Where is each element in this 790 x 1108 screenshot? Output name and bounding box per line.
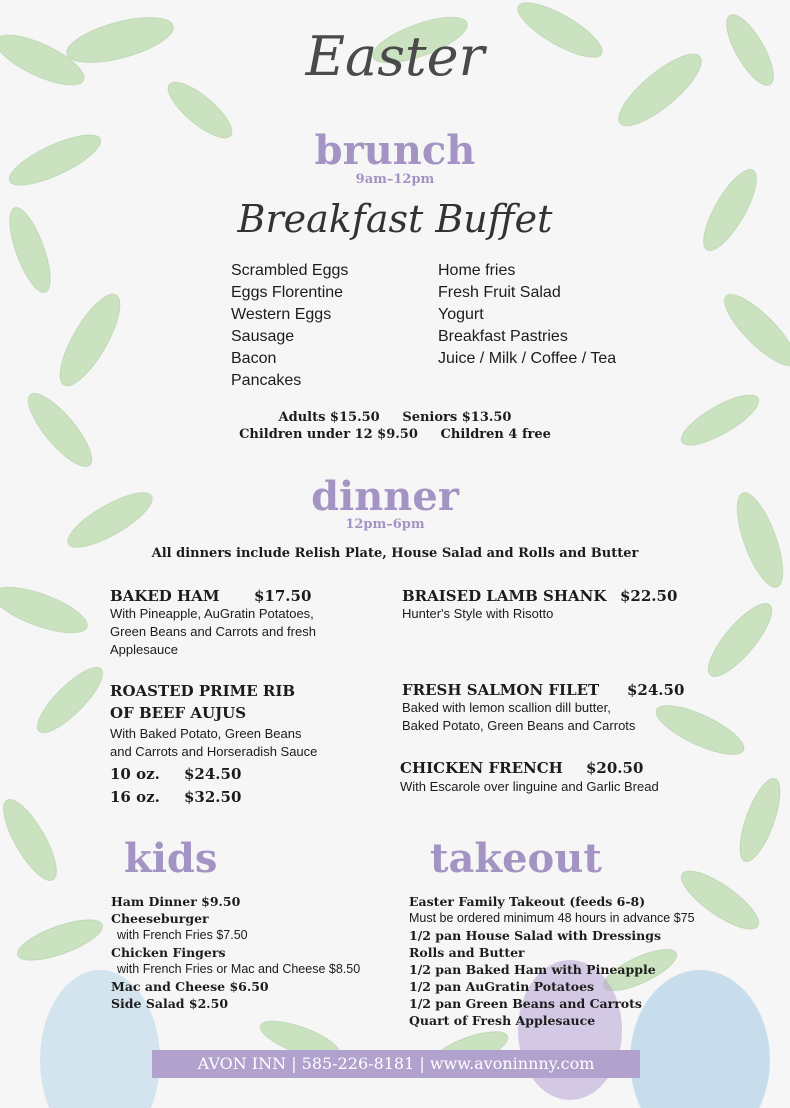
dinner-heading: dinner xyxy=(311,473,459,520)
list-item: 1/2 pan Baked Ham with Pineapple xyxy=(409,962,656,977)
dish-prime-rib-price-1: $24.50 xyxy=(184,765,242,783)
desc-line: Applesauce xyxy=(110,642,178,657)
list-item: Chicken Fingers xyxy=(111,945,226,960)
kids-heading: kids xyxy=(124,835,218,882)
list-item: Home fries xyxy=(438,262,516,279)
dinner-time: 12pm–6pm xyxy=(345,517,425,532)
list-item: Sausage xyxy=(231,328,295,345)
list-item: Ham Dinner $9.50 xyxy=(111,894,241,909)
buffet-right-list xyxy=(438,260,678,370)
dish-baked-ham-name: BAKED HAM xyxy=(110,587,220,605)
list-item: Breakfast Pastries xyxy=(438,328,568,345)
page-title: Easter xyxy=(305,25,485,88)
desc-line: Green Beans and Carrots and fresh xyxy=(110,624,316,639)
list-item: Side Salad $2.50 xyxy=(111,996,229,1011)
list-item: Western Eggs xyxy=(231,306,332,323)
dish-prime-rib-size-2: 16 oz. xyxy=(110,788,160,806)
desc-line: Baked with lemon scallion dill butter, xyxy=(402,700,611,715)
dish-lamb-desc: Hunter's Style with Risotto xyxy=(402,606,554,621)
footer-contact-bar: AVON INN | 585-226-8181 | www.avoninnny.com xyxy=(152,1050,640,1078)
desc-line: With Pineapple, AuGratin Potatoes, xyxy=(110,606,314,621)
brunch-prices-line1: Adults $15.50 Seniors $13.50 xyxy=(278,410,512,425)
desc-line: and Carrots and Horseradish Sauce xyxy=(110,744,318,759)
list-item: Eggs Florentine xyxy=(231,284,344,301)
list-item: 1/2 pan AuGratin Potatoes xyxy=(409,979,595,994)
list-item: with French Fries or Mac and Cheese $8.50 xyxy=(117,962,361,976)
list-item: Fresh Fruit Salad xyxy=(438,284,561,301)
dinner-note: All dinners include Relish Plate, House Salad and Rolls and Butter xyxy=(151,546,639,561)
dish-chicken-name: CHICKEN FRENCH xyxy=(400,759,563,777)
list-item: Quart of Fresh Applesauce xyxy=(409,1013,596,1028)
dish-chicken-price: $20.50 xyxy=(586,759,644,777)
dish-baked-ham-price: $17.50 xyxy=(254,587,312,605)
dish-prime-rib-name-2: OF BEEF AUJUS xyxy=(110,704,247,722)
dish-lamb-price: $22.50 xyxy=(620,587,678,605)
list-item: with French Fries $7.50 xyxy=(117,928,248,942)
dish-prime-rib-size-1: 10 oz. xyxy=(110,765,160,783)
desc-line: With Baked Potato, Green Beans xyxy=(110,726,302,741)
desc-line: Baked Potato, Green Beans and Carrots xyxy=(402,718,636,733)
buffet-left-list xyxy=(231,260,431,392)
buffet-title: Breakfast Buffet xyxy=(237,197,553,241)
dish-lamb-name: BRAISED LAMB SHANK xyxy=(402,587,607,605)
dish-prime-rib-price-2: $32.50 xyxy=(184,788,242,806)
list-item: 1/2 pan House Salad with Dressings xyxy=(409,928,662,943)
list-item: Rolls and Butter xyxy=(409,945,525,960)
list-item: Cheeseburger xyxy=(111,911,209,926)
dish-prime-rib-name-1: ROASTED PRIME RIB xyxy=(110,682,296,700)
dish-salmon-desc xyxy=(402,699,702,735)
brunch-heading: brunch xyxy=(314,127,476,174)
brunch-time: 9am–12pm xyxy=(355,172,435,187)
dish-salmon-price: $24.50 xyxy=(627,681,685,699)
list-item: Bacon xyxy=(231,350,277,367)
list-item: 1/2 pan Green Beans and Carrots xyxy=(409,996,642,1011)
list-item: Pancakes xyxy=(231,372,302,389)
list-item: Easter Family Takeout (feeds 6-8) xyxy=(409,894,646,909)
takeout-list xyxy=(409,893,719,1029)
dish-prime-rib-desc xyxy=(110,725,370,761)
list-item: Must be ordered minimum 48 hours in advance $75 xyxy=(409,911,695,925)
list-item: Juice / Milk / Coffee / Tea xyxy=(438,350,617,367)
list-item: Mac and Cheese $6.50 xyxy=(111,979,269,994)
list-item: Scrambled Eggs xyxy=(231,262,349,279)
takeout-heading: takeout xyxy=(430,835,602,882)
dish-chicken-desc: With Escarole over linguine and Garlic Bread xyxy=(400,779,659,794)
brunch-prices-line2: Children under 12 $9.50 Children 4 free xyxy=(239,427,551,442)
kids-list xyxy=(111,893,401,1012)
dish-baked-ham-desc xyxy=(110,605,370,659)
dish-salmon-name: FRESH SALMON FILET xyxy=(402,681,600,699)
list-item: Yogurt xyxy=(438,306,484,323)
